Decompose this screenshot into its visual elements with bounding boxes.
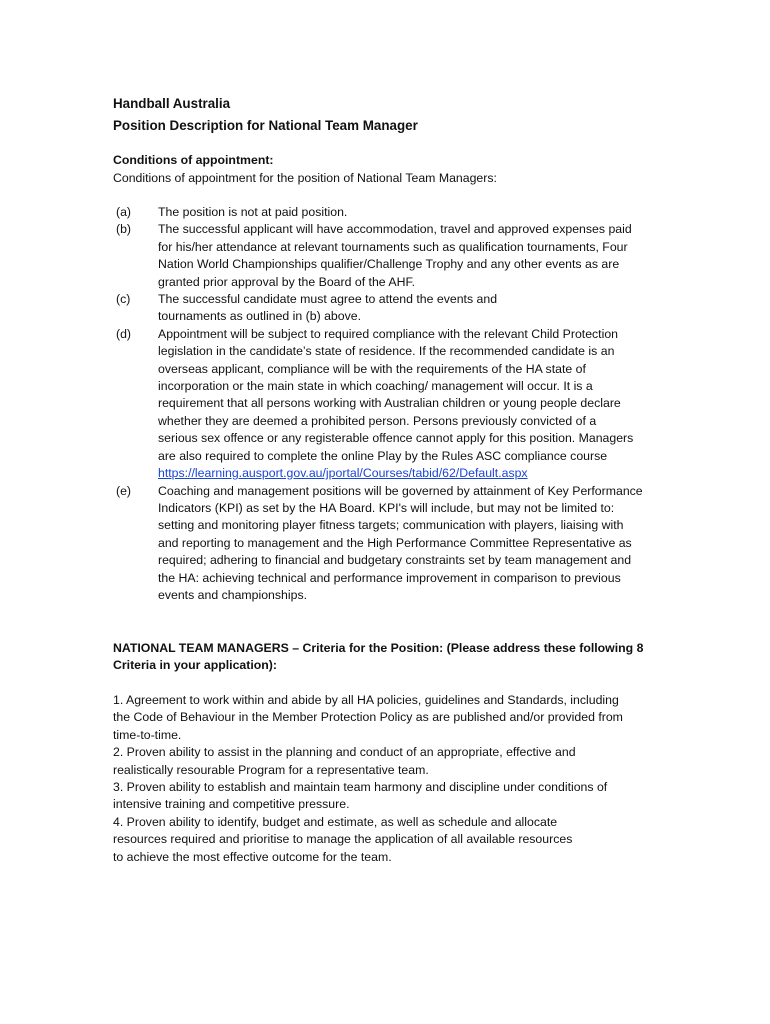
condition-text [158,326,673,483]
condition-label: (a) [116,205,132,219]
condition-line: Coaching and management positions will be governed by attainment of Key Performance [158,483,643,498]
criteria-heading-line: NATIONAL TEAM MANAGERS – Criteria for the Position: (Please address these following 8 [113,641,644,655]
condition-line: The successful candidate must agree to attend the events and [158,292,498,307]
criteria-heading-line: Criteria in your application): [113,658,277,673]
conditions-heading: Conditions of appointment: [113,153,274,167]
condition-line: incorporation or the main state in which coaching/ management will occur. It is a [158,379,593,394]
condition-line: serious sex offence or any registerable offence cannot apply for this position. Managers [158,431,634,446]
condition-line: whether they are deemed a prohibited person. Persons previously convicted of a [158,413,597,428]
criteria-line: 1. Agreement to work within and abide by all HA policies, guidelines and Standards, including [113,693,619,707]
condition-text [158,204,673,221]
condition-label: (d) [116,326,132,341]
conditions-list [113,204,673,604]
criteria-line: 2. Proven ability to assist in the planning and conduct of an appropriate, effective and [113,745,576,760]
criteria-line: to achieve the most effective outcome for the team. [113,849,392,864]
condition-line: setting and monitoring player fitness targets; communication with players, liaising with [158,518,624,533]
condition-item-a [113,204,673,221]
condition-line: Indicators (KPI) as set by the HA Board. KPI's will include, but may not be limited to: [158,500,615,515]
criteria-line: 4. Proven ability to identify, budget and estimate, as well as schedule and allocate [113,814,558,829]
condition-item-c [113,291,673,326]
condition-line: and reporting to management and the High Performance Committee Representative as [158,535,632,550]
condition-item-e [113,483,673,605]
criteria-line: realistically resourable Program for a representative team. [113,762,429,777]
condition-item-b [113,221,673,291]
condition-text [158,221,673,291]
criteria-line: resources required and prioritise to manage the application of all available resources [113,832,573,847]
condition-line: are also required to complete the online Play by the Rules ASC compliance course [158,448,608,463]
condition-text [158,291,673,326]
condition-line: granted prior approval by the Board of the AHF. [158,274,416,289]
conditions-intro: Conditions of appointment for the position of National Team Managers: [113,171,497,185]
condition-line: the HA: achieving technical and performance improvement in comparison to previous [158,570,621,585]
condition-label: (e) [116,483,132,498]
condition-item-d [113,326,673,483]
condition-line: overseas applicant, compliance will be with the requirements of the HA state of [158,361,586,376]
criteria-line: the Code of Behaviour in the Member Protection Policy as are published and/or provided from [113,710,623,725]
condition-line: The position is not at paid position. [158,205,348,219]
compliance-course-link[interactable]: https://learning.ausport.gov.au/jportal/Courses/tabid/62/Default.aspx [158,466,528,481]
condition-line: Appointment will be subject to required compliance with the relevant Child Protection [158,326,619,341]
condition-line: for his/her attendance at relevant tournaments such as qualification tournaments, Four [158,239,628,254]
condition-line: tournaments as outlined in (b) above. [158,309,362,324]
condition-line: events and championships. [158,587,308,602]
criteria-line: time-to-time. [113,727,182,742]
criteria-heading [113,640,673,675]
criteria-line: 3. Proven ability to establish and maintain team harmony and discipline under conditions of [113,780,608,795]
criteria-line: intensive training and competitive pressure. [113,797,350,812]
organisation-title: Handball Australia [113,96,231,111]
condition-line: required; adhering to financial and budgetary constraints set by team management and [158,553,632,568]
condition-line: legislation in the candidate’s state of residence. If the recommended candidate is an [158,344,615,359]
condition-text [158,483,673,605]
position-title: Position Description for National Team Manager [113,118,418,133]
condition-label: (c) [116,292,131,307]
condition-line: requirement that all persons working with Australian children or young people declare [158,396,621,411]
condition-line: The successful applicant will have accommodation, travel and approved expenses paid [158,222,632,237]
condition-line: Nation World Championships qualifier/Challenge Trophy and any other events as are [158,257,620,272]
criteria-list [113,692,673,866]
condition-label: (b) [116,222,132,237]
